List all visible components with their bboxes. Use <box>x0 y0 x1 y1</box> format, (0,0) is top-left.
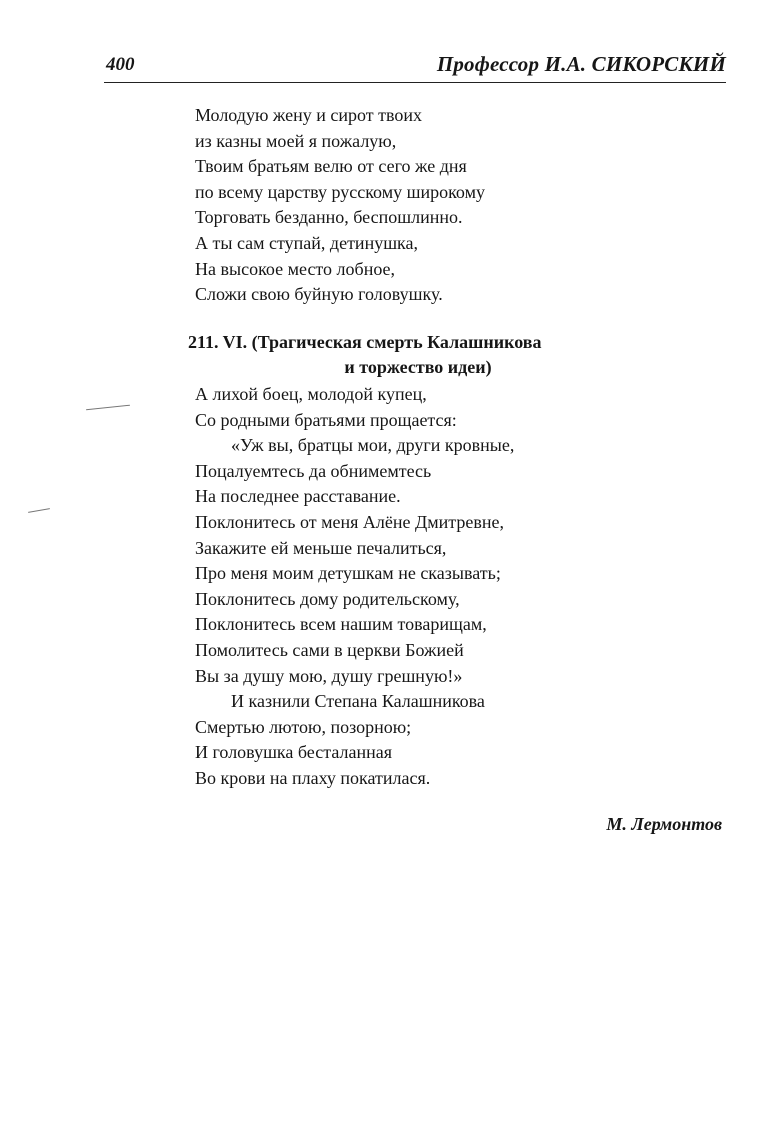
verse-line: На последнее расставание. <box>195 486 401 507</box>
verse-line: Молодую жену и сирот твоих <box>195 105 422 125</box>
verse-stanza-main <box>195 382 514 792</box>
scan-mark <box>28 508 50 513</box>
verse-stanza-top <box>195 103 485 308</box>
verse-line: Сложи свою буйную головушку. <box>195 284 443 305</box>
verse-line: Со родными братьями прощается: <box>195 409 457 430</box>
verse-line: Смертью лютою, позорною; <box>195 716 412 737</box>
verse-line: «Уж вы, братцы мои, други кровные, <box>231 435 515 456</box>
verse-line: Про меня моим детушкам не сказывать; <box>195 563 501 584</box>
verse-line: Торговать безданно, беспошлинно. <box>195 207 463 228</box>
verse-line: Поклонитесь дому родительскому, <box>195 588 460 609</box>
verse-line: А лихой боец, молодой купец, <box>195 384 427 404</box>
verse-line: Закажите ей меньше печалиться, <box>195 537 447 558</box>
section-heading <box>188 330 648 380</box>
verse-line: И головушка бесталанная <box>195 742 392 763</box>
verse-line: из казны моей я пожалую, <box>195 130 397 151</box>
page-number: 400 <box>106 54 135 75</box>
verse-line: Помолитесь сами в церкви Божией <box>195 639 464 660</box>
verse-line: Во крови на плаху покатилася. <box>195 767 431 788</box>
verse-line: по всему царству русскому широкому <box>195 181 485 202</box>
verse-line: Вы за душу мою, душу грешную!» <box>195 665 463 686</box>
verse-line: И казнили Степана Калашникова <box>231 691 485 712</box>
section-title-line-2: и торжество идеи) <box>344 357 492 377</box>
verse-line: А ты сам ступай, детинушка, <box>195 232 419 253</box>
section-title-line-1: 211. VI. (Трагическая смерть Калашникова <box>188 332 542 352</box>
running-title: Профессор И.А. СИКОРСКИЙ <box>436 52 726 76</box>
verse-line: Поцалуемтесь да обнимемтесь <box>195 460 432 481</box>
verse-line: Поклонитесь от меня Алёне Дмитревне, <box>195 511 505 532</box>
page-header <box>104 50 726 83</box>
verse-line: Твоим братьям велю от сего же дня <box>195 156 467 177</box>
author-signature: М. Лермонтов <box>606 814 722 834</box>
verse-line: Поклонитесь всем нашим товарищам, <box>195 614 487 635</box>
scan-mark <box>86 405 130 411</box>
verse-line: На высокое место лобное, <box>195 258 396 279</box>
